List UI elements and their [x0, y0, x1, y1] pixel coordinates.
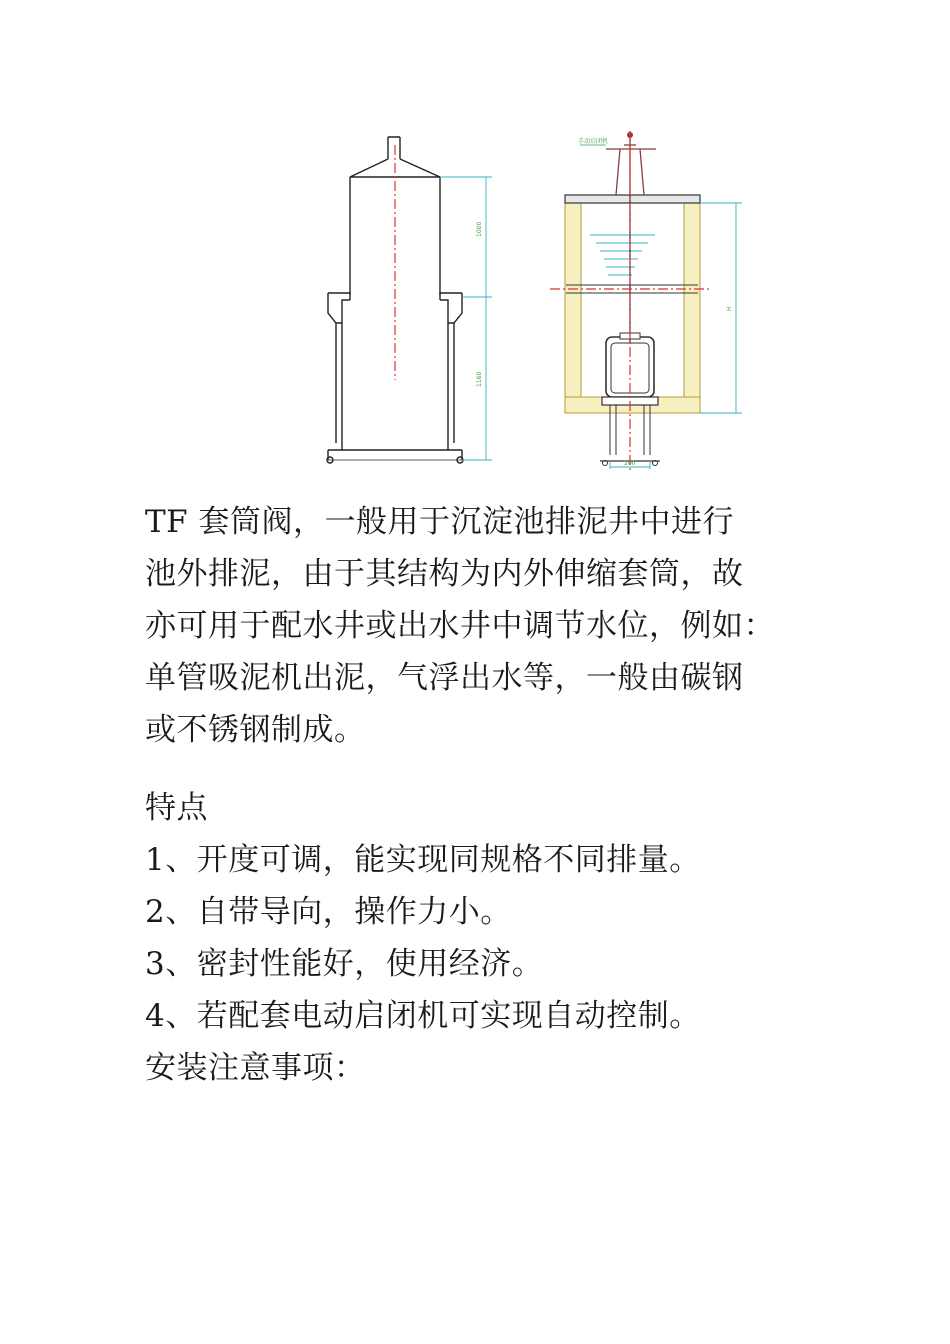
intro-line: 单管吸泥机出泥，气浮出水等，一般由碳钢	[145, 660, 744, 696]
dim-upper-height: 1000	[476, 221, 483, 237]
document-body	[145, 496, 825, 1094]
feature-item: 2、自带导向，操作力小。	[145, 894, 512, 930]
intro-paragraph	[145, 496, 825, 756]
intro-line: TF 套筒阀，一般用于沉淀池排泥井中进行	[145, 504, 735, 540]
handwheel-tag: 手动启闭机	[578, 138, 609, 145]
features-heading: 特点	[145, 790, 208, 826]
right-installation-view	[550, 131, 742, 470]
valve-drawing	[310, 125, 750, 475]
intro-line: 池外排泥，由于其结构为内外伸缩套筒，故	[145, 556, 744, 592]
dim-lower-height: 1160	[476, 371, 483, 387]
dim-right-height: H	[726, 306, 733, 311]
intro-line: 亦可用于配水井或出水井中调节水位，例如：	[145, 608, 775, 644]
feature-item: 4、若配套电动启闭机可实现自动控制。	[145, 998, 701, 1034]
install-heading: 安装注意事项：	[145, 1050, 366, 1086]
feature-item: 3、密封性能好，使用经济。	[145, 946, 544, 982]
valve-diagram-svg	[310, 125, 750, 475]
intro-line: 或不锈钢制成。	[145, 712, 366, 748]
dim-bottom-width: 200	[624, 460, 636, 467]
feature-item: 1、开度可调，能实现同规格不同排量。	[145, 842, 701, 878]
